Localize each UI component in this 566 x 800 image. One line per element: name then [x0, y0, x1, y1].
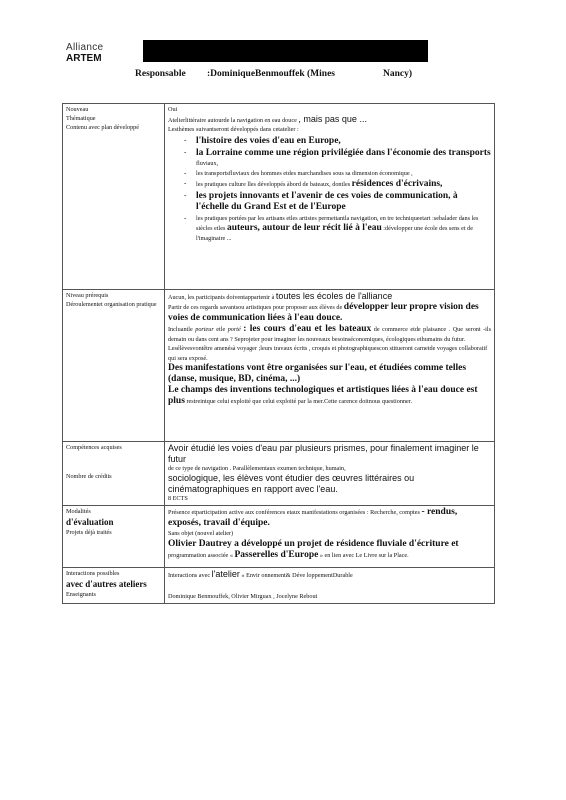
- competences-text: Avoir étudié les voies d'eau par plusieurs prismes, pour finalement imaginer le futur: [168, 443, 479, 464]
- row-label-cell: [63, 290, 165, 442]
- label-credits: Nombre de crédits: [66, 473, 112, 481]
- label-nouveau: Nouveau: [66, 106, 89, 113]
- list-item: - l'histoire des voies d'eau en Europe,: [196, 136, 491, 147]
- list-item: - les pratiques culture lles développés àbord de bateaux, dontles résidences d'écrivains,: [196, 179, 491, 190]
- list-item: - les projets innovants et l'avenir de ces voies de communication, à l'échelle du Grand Est et de l'Europe: [196, 191, 491, 213]
- label-modalites: Modalités: [66, 508, 91, 516]
- table-row: [63, 442, 495, 506]
- row-content-cell: [165, 506, 495, 568]
- nouveau-value: Oui: [168, 106, 178, 113]
- label-projets: Projets déjà traités: [66, 528, 112, 536]
- credits-value: 8 ECTS: [168, 495, 188, 503]
- thematique-value: Atelierlittéraire autourde la navigation en eau douce , mais pas que ...: [168, 114, 367, 125]
- row-content-cell: [165, 442, 495, 506]
- deroulement-p1: Partir de ces regards savantsou artistiques pour proposer aux élèves de développer leur propre vision des voies de communication liées à l'eau douce.: [168, 302, 479, 324]
- alliance-artem-logo: [66, 42, 103, 64]
- responsable-city: Nancy): [383, 69, 413, 79]
- logo-line1: Alliance: [66, 42, 104, 53]
- label-contenu: Contenu avec plan développé: [66, 124, 140, 132]
- course-table: [62, 103, 495, 604]
- label-autres-ateliers: avec d'autres ateliers: [66, 578, 147, 589]
- projets-text: Sans objet (nouvel atelier): [168, 530, 234, 538]
- label-deroulement: Déroulementet organisation pratique: [66, 301, 157, 309]
- label-thematique: Thématique: [66, 115, 96, 123]
- label-competences: Compétences acquises: [66, 444, 122, 451]
- list-item: - les transportsfluviaux des hommes etdes marchandises sous sa dimension économique ,: [196, 169, 491, 178]
- row-label-cell: [63, 506, 165, 568]
- table-row: [63, 104, 495, 290]
- redacted-title-bar: [143, 40, 428, 62]
- label-prerequis: Niveau prérequis: [66, 292, 109, 299]
- contenu-intro: Lesthèmes suivantseront développés dans cetatelier :: [168, 126, 299, 134]
- row-content-cell: [165, 104, 495, 290]
- row-content-cell: [165, 290, 495, 442]
- responsable-name: :DominiqueBenmouffek (Mines: [207, 69, 335, 79]
- label-evaluation: d'évaluation: [66, 516, 114, 527]
- prerequis-text: Aucun, les participants doiventappartenir à toutes les écoles de l'alliance: [168, 291, 393, 301]
- competences-small: de ce type de navigation . Parallèlementaux exumen technique, humain,: [168, 465, 346, 472]
- list-item: - les pratiques portées par les artisans etles artistes permettantla navigation, en tre techniqueetart :sebalader dans les siècles etles auteurs, autour de leur récit lié à l'eau :développer une école des sens et de l'imaginaire ...: [196, 214, 491, 243]
- table-row: [63, 568, 495, 603]
- deroulement-p3: Lesélèvesvontêtre amenésà voyager ;leurs travaux écrits , croquis et photographiquescon stitueront carnetde voyages collaboratif qui sera exposé.: [168, 345, 488, 362]
- interactions-text: Interactions avec l'atelier « Envir onnement& Déve loppementDurable: [168, 569, 353, 580]
- table-row: [63, 506, 495, 568]
- list-item: - la Lorraine comme une région privilégiée dans l'économie des transports fluviaux,: [196, 148, 491, 168]
- table-row: [63, 290, 495, 442]
- deroulement-p4: Des manifestations vont être organisées sur l'eau, et étudiées comme telles (danse, musique, BD, cinéma, ...): [168, 362, 467, 384]
- row-label-cell: [63, 104, 165, 290]
- logo-line2: ARTEM: [66, 53, 102, 64]
- contenu-bullet-list: [168, 136, 491, 244]
- teachers-text: Dominique Benmouffek, Olivier Mirguax , Jocelyne Rebout: [168, 592, 318, 600]
- label-enseignants: Enseignants: [66, 590, 96, 598]
- deroulement-p2: Incluantle porteur etle porté : les cours d'eau et les bateaux de commerce etde plaisance . Que seront -ils demain ou dans cent ans ? Seprojeter pour imaginer les nouveaux besoinséconomiques, écologiques ethumains du futur.: [168, 324, 491, 344]
- row-content-cell: [165, 568, 495, 603]
- row-label-cell: [63, 568, 165, 603]
- projets-dautrey: Olivier Dautrey a développé un projet de résidence fluviale d'écriture et programmation associée « Passerelles d'Europe » en lien avec Le Livre sur la Place.: [168, 538, 459, 560]
- row-label-cell: [63, 442, 165, 506]
- evaluation-text: Présence etparticipation active aux conférences etaux manifestations organisées : Recherche, comptes - rendus, exposés, travail d'équipe.: [168, 507, 458, 529]
- label-interactions: Interactions possibles: [66, 570, 120, 578]
- deroulement-p5: Le champs des inventions technologiques et artistiques liées à l'eau douce est plus restreintque celui exploité que celui exploité par la mer.Cette carence doitnous questionner.: [168, 384, 478, 406]
- responsable-label: Responsable: [135, 69, 186, 79]
- competences-text2: sociologique, les élèves vont étudier des œuvres littéraires ou cinématographiques en rapport avec l'eau.: [168, 473, 415, 494]
